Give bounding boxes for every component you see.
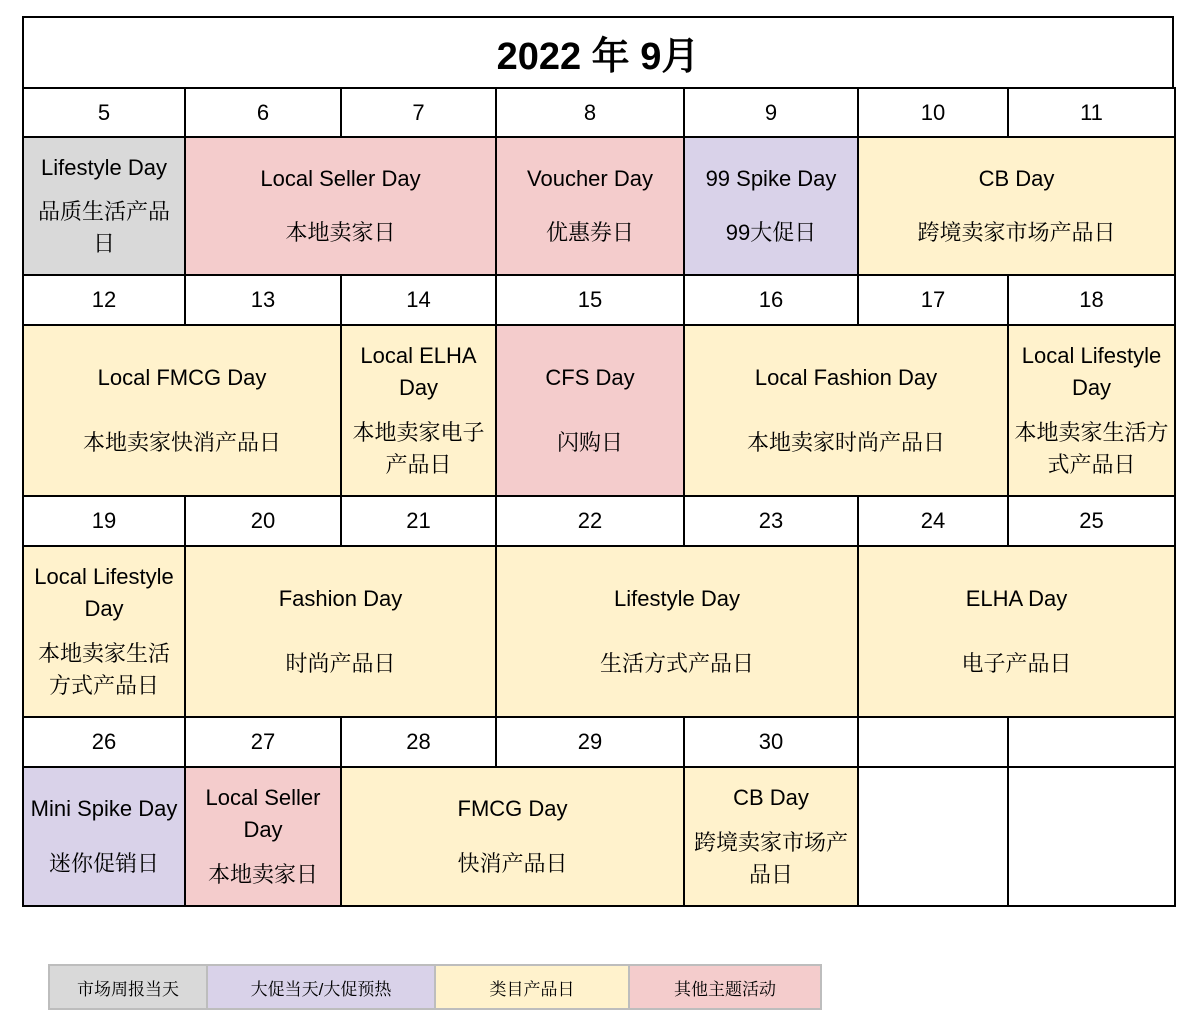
event-name-en: Lifestyle Day	[41, 155, 167, 180]
event-cell	[184, 545, 497, 718]
event-cell	[340, 766, 685, 907]
event-cell	[495, 324, 685, 497]
empty-cell	[1007, 766, 1176, 907]
date-cell: 20	[184, 495, 342, 547]
date-cell: 8	[495, 87, 685, 138]
event-name-zh: 本地卖家日	[285, 220, 396, 246]
event-name-en: Local Seller Day	[260, 165, 421, 191]
event-name-en: Lifestyle Day	[614, 585, 740, 611]
date-cell	[857, 716, 1009, 768]
date-cell: 19	[22, 495, 186, 547]
legend-item: 其他主题活动	[630, 966, 820, 1008]
event-name-zh: 跨境卖家市场产品日	[693, 829, 848, 887]
event-name-zh: 本地卖家日	[207, 861, 318, 887]
event-name-en: Local Seller Day	[205, 785, 321, 843]
date-cell: 6	[184, 87, 342, 138]
date-cell: 17	[857, 274, 1009, 326]
event-cell	[184, 136, 497, 276]
event-name-en: Voucher Day	[527, 165, 653, 191]
event-name-zh: 本地卖家生活方式产品日	[37, 640, 170, 698]
event-name-zh: 本地卖家时尚产品日	[746, 430, 945, 456]
event-cell	[683, 324, 1009, 497]
date-cell: 18	[1007, 274, 1176, 326]
event-cell	[683, 766, 859, 907]
event-name-zh: 快消产品日	[457, 851, 568, 876]
event-name-en: Local Lifestyle Day	[34, 564, 174, 622]
event-name-en: Fashion Day	[278, 585, 403, 611]
date-cell: 30	[683, 716, 859, 768]
event-cell	[22, 766, 186, 907]
event-cell	[683, 136, 859, 276]
event-cell	[857, 545, 1176, 718]
event-cell	[184, 766, 342, 907]
event-cell	[495, 545, 859, 718]
date-cell: 7	[340, 87, 497, 138]
event-name-en: Local Lifestyle Day	[1021, 343, 1162, 401]
event-name-zh: 品质生活产品日	[37, 199, 170, 256]
event-cell	[1007, 324, 1176, 497]
date-cell	[1007, 716, 1176, 768]
date-cell: 24	[857, 495, 1009, 547]
event-name-en: FMCG Day	[457, 796, 568, 821]
date-cell: 21	[340, 495, 497, 547]
date-cell: 27	[184, 716, 342, 768]
event-cell	[22, 324, 342, 497]
legend-item: 市场周报当天	[50, 966, 208, 1008]
legend-item: 类目产品日	[436, 966, 630, 1008]
event-name-en: Local Fashion Day	[754, 364, 938, 390]
date-cell: 15	[495, 274, 685, 326]
date-cell: 26	[22, 716, 186, 768]
event-name-zh: 本地卖家生活方式产品日	[1014, 419, 1169, 477]
event-name-en: 99 Spike Day	[705, 165, 837, 191]
event-name-en: CB Day	[733, 785, 809, 811]
date-cell: 11	[1007, 87, 1176, 138]
event-name-zh: 时尚产品日	[285, 651, 396, 677]
event-name-zh: 闪购日	[556, 430, 623, 456]
event-cell	[857, 136, 1176, 276]
event-name-zh: 电子产品日	[961, 651, 1072, 677]
date-cell: 23	[683, 495, 859, 547]
date-cell: 29	[495, 716, 685, 768]
date-cell: 28	[340, 716, 497, 768]
date-cell: 9	[683, 87, 859, 138]
event-cell	[340, 324, 497, 497]
event-name-en: Local ELHA Day	[360, 343, 477, 401]
date-cell: 22	[495, 495, 685, 547]
event-cell	[22, 136, 186, 276]
legend-item: 大促当天/大促预热	[208, 966, 436, 1008]
event-name-en: Mini Spike Day	[30, 796, 178, 821]
event-name-zh: 99大促日	[725, 220, 817, 246]
event-name-en: CFS Day	[545, 364, 635, 390]
legend	[48, 964, 822, 1010]
event-name-en: Local FMCG Day	[97, 364, 267, 390]
event-name-zh: 优惠券日	[545, 220, 634, 246]
event-name-zh: 生活方式产品日	[599, 651, 754, 677]
event-name-en: CB Day	[978, 165, 1055, 191]
event-name-zh: 本地卖家快消产品日	[82, 430, 281, 456]
event-cell	[22, 545, 186, 718]
event-name-en: ELHA Day	[965, 585, 1068, 611]
date-cell: 25	[1007, 495, 1176, 547]
date-cell: 16	[683, 274, 859, 326]
event-cell	[495, 136, 685, 276]
calendar-title: 2022 年 9月	[22, 16, 1174, 89]
event-name-zh: 跨境卖家市场产品日	[917, 220, 1116, 246]
date-cell: 13	[184, 274, 342, 326]
event-name-zh: 迷你促销日	[48, 851, 159, 876]
empty-cell	[857, 766, 1009, 907]
date-cell: 10	[857, 87, 1009, 138]
date-cell: 12	[22, 274, 186, 326]
date-cell: 5	[22, 87, 186, 138]
event-name-zh: 本地卖家电子产品日	[352, 419, 485, 477]
date-cell: 14	[340, 274, 497, 326]
